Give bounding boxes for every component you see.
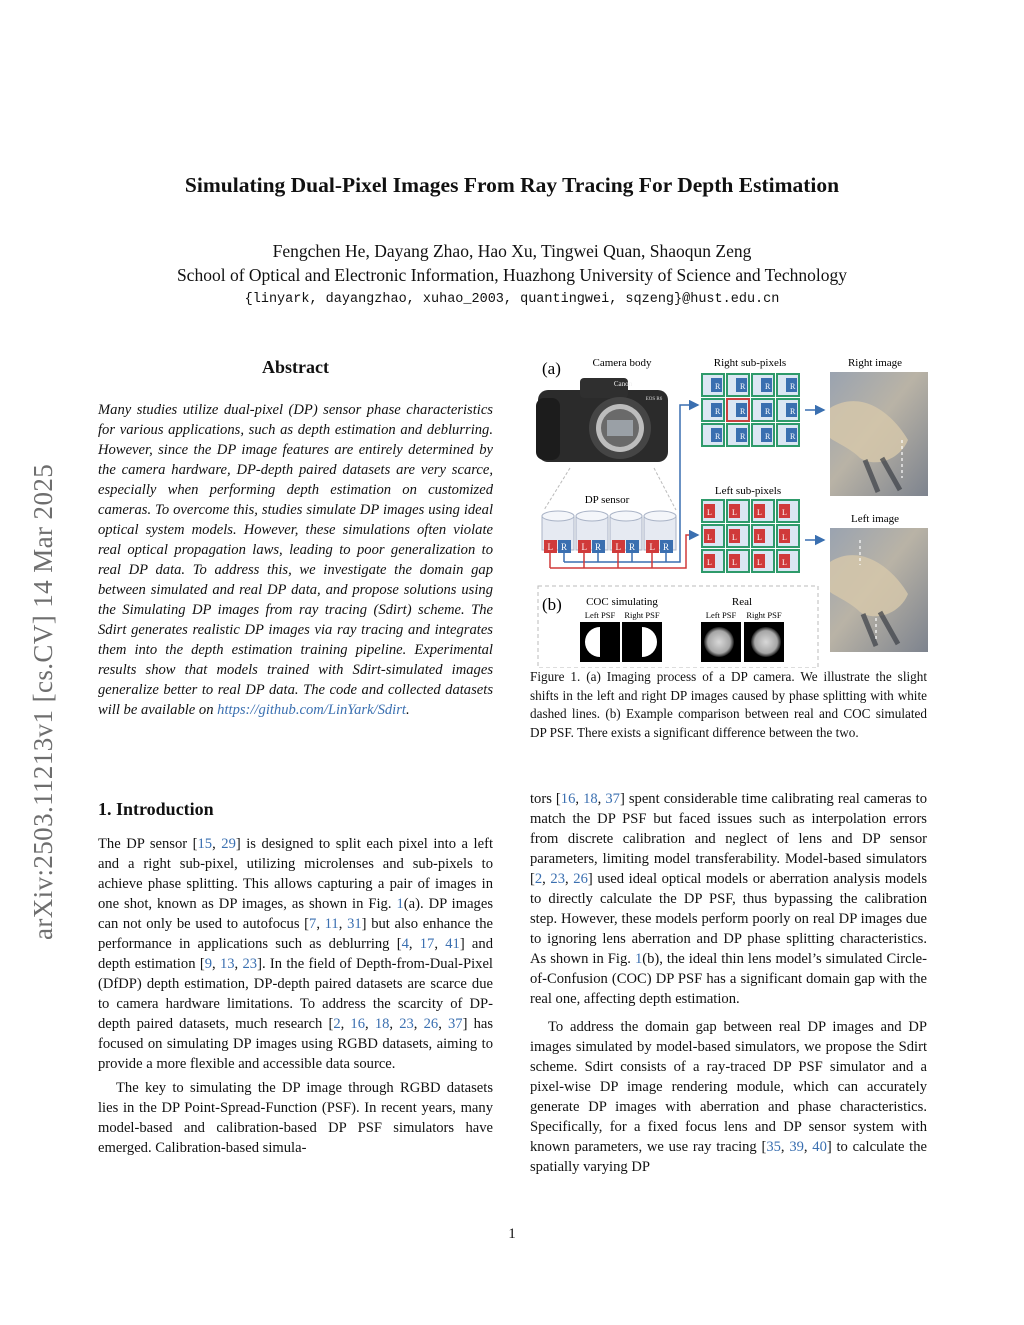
- left-pixel-label: L: [782, 533, 787, 542]
- right-pixel-label: R: [790, 382, 796, 391]
- citation[interactable]: 37: [605, 791, 620, 807]
- panel-a-label: (a): [542, 359, 561, 378]
- right-pixel-label: R: [765, 382, 771, 391]
- citation[interactable]: 23: [242, 956, 258, 972]
- affiliation: School of Optical and Electronic Information, Huazhong University of Science and Technology: [176, 265, 848, 285]
- panel-b-label: (b): [542, 595, 562, 614]
- left-pixel-label: L: [649, 542, 655, 552]
- right-pixel-label: R: [740, 382, 746, 391]
- right-pixel-label: R: [740, 407, 746, 416]
- camera-model: EOS R6: [645, 397, 663, 402]
- citation[interactable]: 26: [423, 1016, 439, 1032]
- left-column-text: [98, 834, 493, 1158]
- citation[interactable]: 18: [374, 1016, 390, 1032]
- camera-body-illustration: [536, 378, 668, 462]
- figure-1-caption: Figure 1. (a) Imaging process of a DP camera. We illustrate the slight shifts in the left and right DP images caused by phase splitting with white dashed lines. (b) Example comparison between real and COC simulated DP PSF. There exists a significant difference between the two.: [530, 669, 927, 740]
- right-pixel-label: R: [663, 542, 670, 552]
- right-image-label: Right image: [847, 357, 903, 369]
- coc-left-psf: [580, 622, 620, 662]
- intro-paragraph-1: The DP sensor [15, 29] is designed to split each pixel into a left and a right sub-pixel, utilizing microlenses and sub-pixels to achieve phase splitting. This allows capturing a pair of images in one shot, known as DP images, as shown in Fig. 1(a). DP images can not only be used to autofocus [7, 11, 31] but also enhance the performance in applications such as deblurring [4, 17, 41] and depth estimation [9, 13, 23]. In the field of Depth-from-Dual-Pixel (DfDP) depth estimation, DP-depth paired datasets are scarce due to camera hardware limitations. To address the scarcity of DP-depth paired datasets, much research [2, 16, 18, 23, 26, 37] has focused on simulating DP images using RGBD datasets, aiming to provide a more flexible and accessible data source.: [98, 836, 494, 1072]
- right-pixel-label: R: [715, 432, 721, 441]
- abstract-end: .: [405, 702, 410, 718]
- right-pixel-label: R: [629, 542, 636, 552]
- citation[interactable]: 4: [401, 936, 409, 952]
- left-image-label: Left image: [851, 513, 899, 525]
- figure-reference[interactable]: 1: [396, 896, 404, 912]
- left-pixel-label: L: [581, 542, 587, 552]
- right-pixel-label: R: [715, 407, 721, 416]
- left-pixel-label: L: [732, 508, 737, 517]
- citation[interactable]: 16: [560, 791, 576, 807]
- left-pixel-label: L: [782, 558, 787, 567]
- left-pixel-label: L: [732, 558, 737, 567]
- citation[interactable]: 41: [445, 936, 460, 952]
- intro-paragraph-2: The key to simulating the DP image through RGBD datasets lies in the DP Point-Spread-Function (PSF). In recent years, many model-based and calibration-based DP PSF simulators have emerged. Calibration-based simula-: [98, 1080, 493, 1156]
- dp-sensor-illustration: [542, 511, 676, 553]
- citation[interactable]: 17: [419, 936, 435, 952]
- citation[interactable]: 26: [573, 871, 588, 887]
- abstract-heading: Abstract: [262, 357, 329, 377]
- citation[interactable]: 39: [789, 1139, 804, 1155]
- arxiv-stamp: arXiv:2503.11213v1 [cs.CV] 14 Mar 2025: [28, 463, 58, 940]
- right-pixel-label: R: [715, 382, 721, 391]
- left-pixel-label: L: [707, 533, 712, 542]
- citation[interactable]: 15: [197, 836, 213, 852]
- introduction-heading: 1. Introduction: [98, 799, 214, 819]
- coc-right-psf-label: Right PSF: [624, 610, 660, 620]
- code-link[interactable]: https://github.com/LinYark/Sdirt: [217, 702, 406, 718]
- citation[interactable]: 29: [221, 836, 236, 852]
- right-column-text: [530, 789, 927, 1177]
- coc-simulating-label: COC simulating: [586, 596, 658, 608]
- author-emails: {linyark, dayangzhao, xuhao_2003, quantingwei, sqzeng}@hust.edu.cn: [244, 292, 780, 307]
- citation[interactable]: 18: [583, 791, 598, 807]
- right-pixel-label: R: [790, 432, 796, 441]
- citation[interactable]: 13: [219, 956, 235, 972]
- citation[interactable]: 37: [447, 1016, 463, 1032]
- right-pixel-label: R: [595, 542, 602, 552]
- citation[interactable]: 9: [204, 956, 212, 972]
- real-right-psf: [744, 622, 784, 662]
- paper-title: Simulating Dual-Pixel Images From Ray Tracing For Depth Estimation: [184, 173, 840, 197]
- camera-body-label: Camera body: [592, 357, 652, 369]
- right-pixel-label: R: [740, 432, 746, 441]
- citation[interactable]: 31: [347, 916, 362, 932]
- coc-left-psf-label: Left PSF: [584, 610, 616, 620]
- real-left-psf: [701, 622, 741, 662]
- coc-right-psf: [622, 622, 662, 662]
- left-pixel-label: L: [615, 542, 621, 552]
- right-subpixel-grid: [702, 374, 799, 446]
- citation[interactable]: 7: [309, 916, 317, 932]
- left-pixel-label: L: [757, 508, 762, 517]
- citation[interactable]: 2: [534, 871, 543, 887]
- real-psf-label: Real: [731, 596, 753, 608]
- left-subpixel-grid: [702, 500, 799, 572]
- citation[interactable]: 40: [812, 1139, 827, 1155]
- right-subpixels-label: Right sub-pixels: [713, 357, 787, 369]
- left-pixel-label: L: [782, 508, 787, 517]
- real-left-psf-label: Left PSF: [705, 610, 737, 620]
- left-pixel-label: L: [547, 542, 553, 552]
- right-pixel-label: R: [765, 432, 771, 441]
- left-subpixels-label: Left sub-pixels: [714, 485, 782, 497]
- left-pixel-label: L: [707, 558, 712, 567]
- right-pixel-label: R: [561, 542, 568, 552]
- citation[interactable]: 35: [766, 1139, 781, 1155]
- citation[interactable]: 2: [333, 1016, 341, 1032]
- right-paragraph-2: To address the domain gap between real DP images and DP images simulated by model-based simulators, we propose the Sdirt scheme. Sdirt consists of a ray-traced DP PSF simulator and a pixel-wise DP image rendering module, which can accurately generate DP images with aberration and phase characteristics. Specifically, for a fixed focus lens and DP sensor system with known parameters, we use ray tracing [35, 39, 40] to calculate the spatially varying DP: [530, 1019, 928, 1175]
- figure-reference[interactable]: 1: [634, 951, 643, 967]
- abstract-body: [98, 400, 493, 720]
- figure-1: [530, 350, 930, 668]
- real-right-psf-label: Right PSF: [746, 610, 782, 620]
- right-pixel-label: R: [765, 407, 771, 416]
- right-pixel-label: R: [790, 407, 796, 416]
- left-pixel-label: L: [757, 558, 762, 567]
- page-number: 1: [508, 1226, 516, 1242]
- left-image: [830, 528, 928, 652]
- left-pixel-label: L: [757, 533, 762, 542]
- abstract-text: Many studies utilize dual-pixel (DP) sensor phase characteristics for various applications, such as depth estimation and deblurring. However, since the DP image features are entirely determined by the camera hardware, DP-depth paired datasets are very scarce, especially when performing depth estimation on customized cameras. To overcome this, studies simulate DP images using ideal optical system models. However, these simulations often violate real optical propagation laws, leading to poor generalization to real DP data. To address this, we investigate the domain gap between simulated and real DP data, and propose solutions using the Simulating DP images from ray tracing (Sdirt) scheme. The Sdirt generates realistic DP images via ray tracing and integrates them into the depth estimation training pipeline. Experimental results show that models trained with Sdirt-simulated images generalize better to real DP data. The code and collected datasets will be available on: [98, 402, 493, 718]
- camera-brand: Canon: [613, 380, 633, 388]
- citation[interactable]: 11: [324, 916, 339, 932]
- right-paragraph-1: tors [16, 18, 37] spent considerable time calibrating real cameras to match the DP PSF but faced issues such as interpolation errors from discrete calibration and neglect of lens and DP sensor parameters, limiting model transferability. Model-based simulators [2, 23, 26] used ideal optical models or aberration analysis models to directly calculate the DP PSF, thus bypassing the calibration step. However, these models perform poorly on real DP images due to ignoring lens aberration and DP phase splitting characteristics. As shown in Fig. 1(b), the ideal thin lens model’s simulated Circle-of-Confusion (COC) DP PSF has a significant domain gap with the real one, affecting depth estimation.: [530, 791, 928, 1007]
- left-pixel-label: L: [732, 533, 737, 542]
- citation[interactable]: 16: [350, 1016, 366, 1032]
- dp-sensor-label: DP sensor: [584, 494, 630, 506]
- author-list: Fengchen He, Dayang Zhao, Hao Xu, Tingwei Quan, Shaoqun Zeng: [272, 241, 752, 261]
- left-pixel-label: L: [707, 508, 712, 517]
- citation[interactable]: 23: [550, 871, 566, 887]
- right-image: [830, 372, 928, 496]
- citation[interactable]: 23: [399, 1016, 414, 1032]
